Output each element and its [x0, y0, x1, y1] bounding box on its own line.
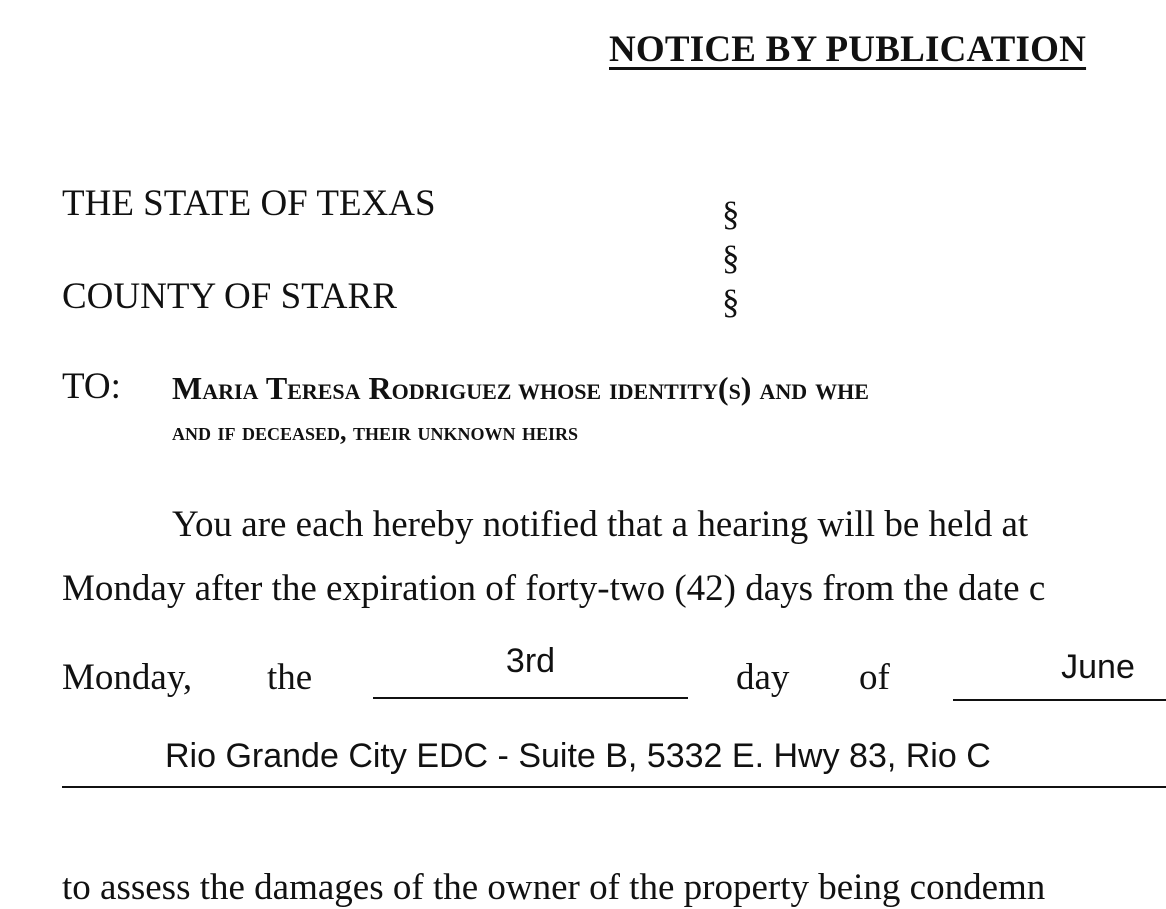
day-field: 3rd — [505, 642, 556, 680]
line3-word-the: the — [267, 657, 313, 698]
addressee-line-2: and if deceased, their unknown heirs — [172, 417, 579, 446]
paragraph-line-1: You are each hereby notified that a hearing will be held at — [172, 504, 1029, 545]
section-mark-1: § — [722, 194, 740, 233]
month-field: June — [1061, 648, 1135, 686]
document-title: NOTICE BY PUBLICATION — [609, 29, 1087, 70]
venue-county: COUNTY OF STARR — [62, 276, 397, 317]
paragraph-line-5: to assess the damages of the owner of the property being condemn — [62, 867, 1046, 908]
location-field-underline — [62, 786, 1166, 788]
venue-state: THE STATE OF TEXAS — [62, 183, 436, 224]
month-field-underline — [953, 699, 1166, 701]
day-field-underline — [373, 697, 688, 699]
line3-word-monday: Monday, — [62, 657, 193, 698]
to-label: TO: — [62, 366, 121, 407]
addressee-name: Maria Teresa Rodriguez — [172, 370, 512, 406]
line3-word-day: day — [736, 657, 790, 698]
addressee-line-1-rest: whose identity(s) and whe — [517, 370, 869, 406]
paragraph-line-2: Monday after the expiration of forty-two (42) days from the date c — [62, 568, 1046, 609]
section-mark-2: § — [722, 238, 740, 277]
section-mark-3: § — [722, 282, 740, 321]
addressee-line-1 — [172, 370, 869, 407]
line3-word-of: of — [859, 657, 890, 698]
location-field: Rio Grande City EDC - Suite B, 5332 E. Hwy 83, Rio C — [165, 737, 991, 775]
